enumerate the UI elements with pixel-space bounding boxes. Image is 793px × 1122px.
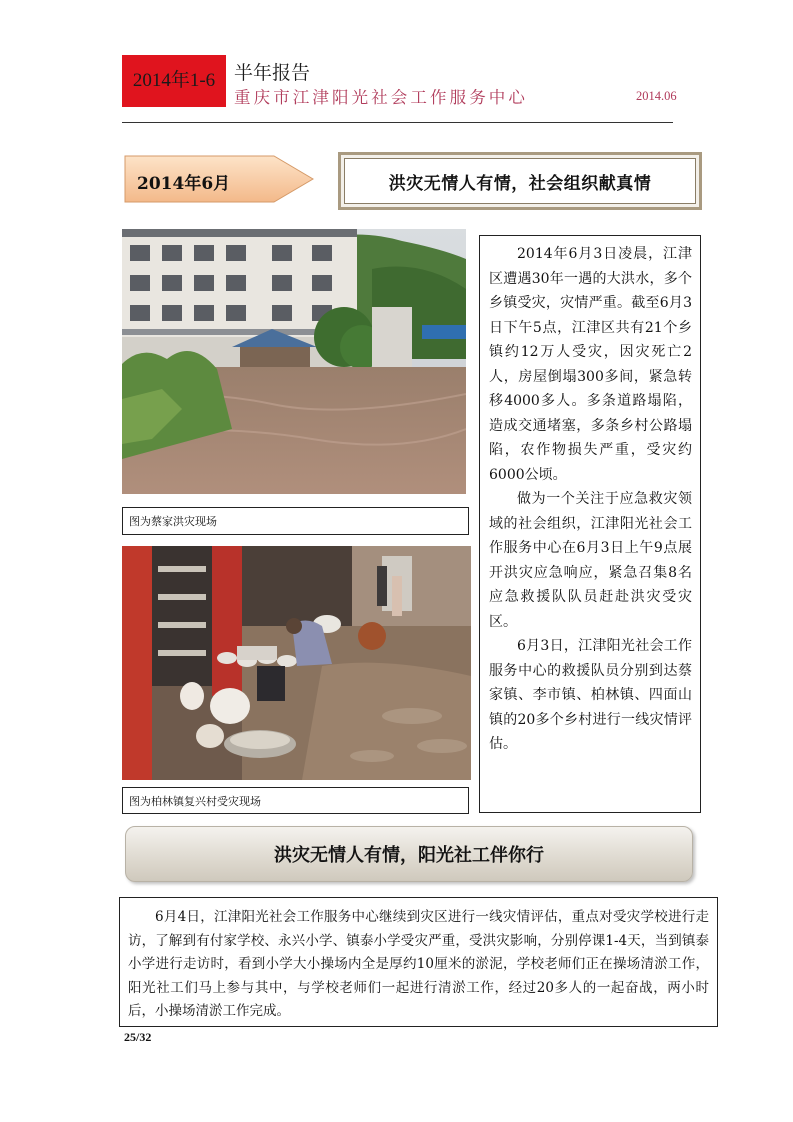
photo2-caption: 图为柏林镇复兴村受灾现场 bbox=[122, 787, 469, 814]
organization-name: 重庆市江津阳光社会工作服务中心 bbox=[234, 88, 528, 107]
article-paragraph: 2014年6月3日凌晨，江津区遭遇30年一遇的大洪水，多个乡镇受灾，灾情严重。截至6月3日下午5点，江津区共有21个乡镇约12万人受灾，因灾死亡2人，房屋倒塌300多间，紧急转移4000多人。多条道路塌陷，造成交通堵塞，多条乡村公路塌陷，农作物损失严重，受灾约6000公顷。 bbox=[489, 246, 692, 483]
header-divider bbox=[122, 122, 673, 123]
report-date-block: 2014年1-6 bbox=[122, 55, 226, 107]
section-headline: 洪灾无情人有情，社会组织献真情 bbox=[344, 158, 696, 204]
section2-paragraph: 6月4日，江津阳光社会工作服务中心继续到灾区进行一线灾情评估，重点对受灾学校进行走访，了解到有付家学校、永兴小学、镇泰小学受灾严重，受洪灾影响，分别停课1-4天，当到镇泰小学进行走访时，看到小学大小操场内全是厚约10厘米的淤泥，学校老师们正在操场清淤工作，阳光社工们马上参与其中，与学校老师们一起进行清淤工作，经过20多人的一起奋战，两小时后，小操场清淤工作完成。 bbox=[128, 909, 709, 1019]
article-paragraph: 6月3日，江津阳光社会工作服务中心的救援队员分别到达蔡家镇、李市镇、柏林镇、四面山镇的20多个乡村进行一线灾情评估。 bbox=[489, 638, 692, 752]
section2-headline: 洪灾无情人有情，阳光社工伴你行 bbox=[125, 826, 693, 882]
report-title: 半年报告 bbox=[234, 62, 311, 84]
section-headline-box bbox=[338, 152, 702, 210]
flood-scene-photo bbox=[122, 229, 466, 494]
section2-textbox bbox=[119, 897, 718, 1027]
article-textbox bbox=[479, 235, 701, 813]
report-month: 2014.06 bbox=[636, 89, 677, 103]
page-number: 25/32 bbox=[124, 1030, 152, 1044]
month-tag-label: 2014年6月 bbox=[137, 174, 231, 194]
damaged-shop-photo bbox=[122, 546, 471, 780]
photo1-caption: 图为蔡家洪灾现场 bbox=[122, 507, 469, 535]
article-paragraph: 做为一个关注于应急救灾领域的社会组织，江津阳光社会工作服务中心在6月3日上午9点展开洪灾应急响应，紧急召集8名应急救援队队员赶赴洪灾受灾区。 bbox=[489, 491, 692, 630]
